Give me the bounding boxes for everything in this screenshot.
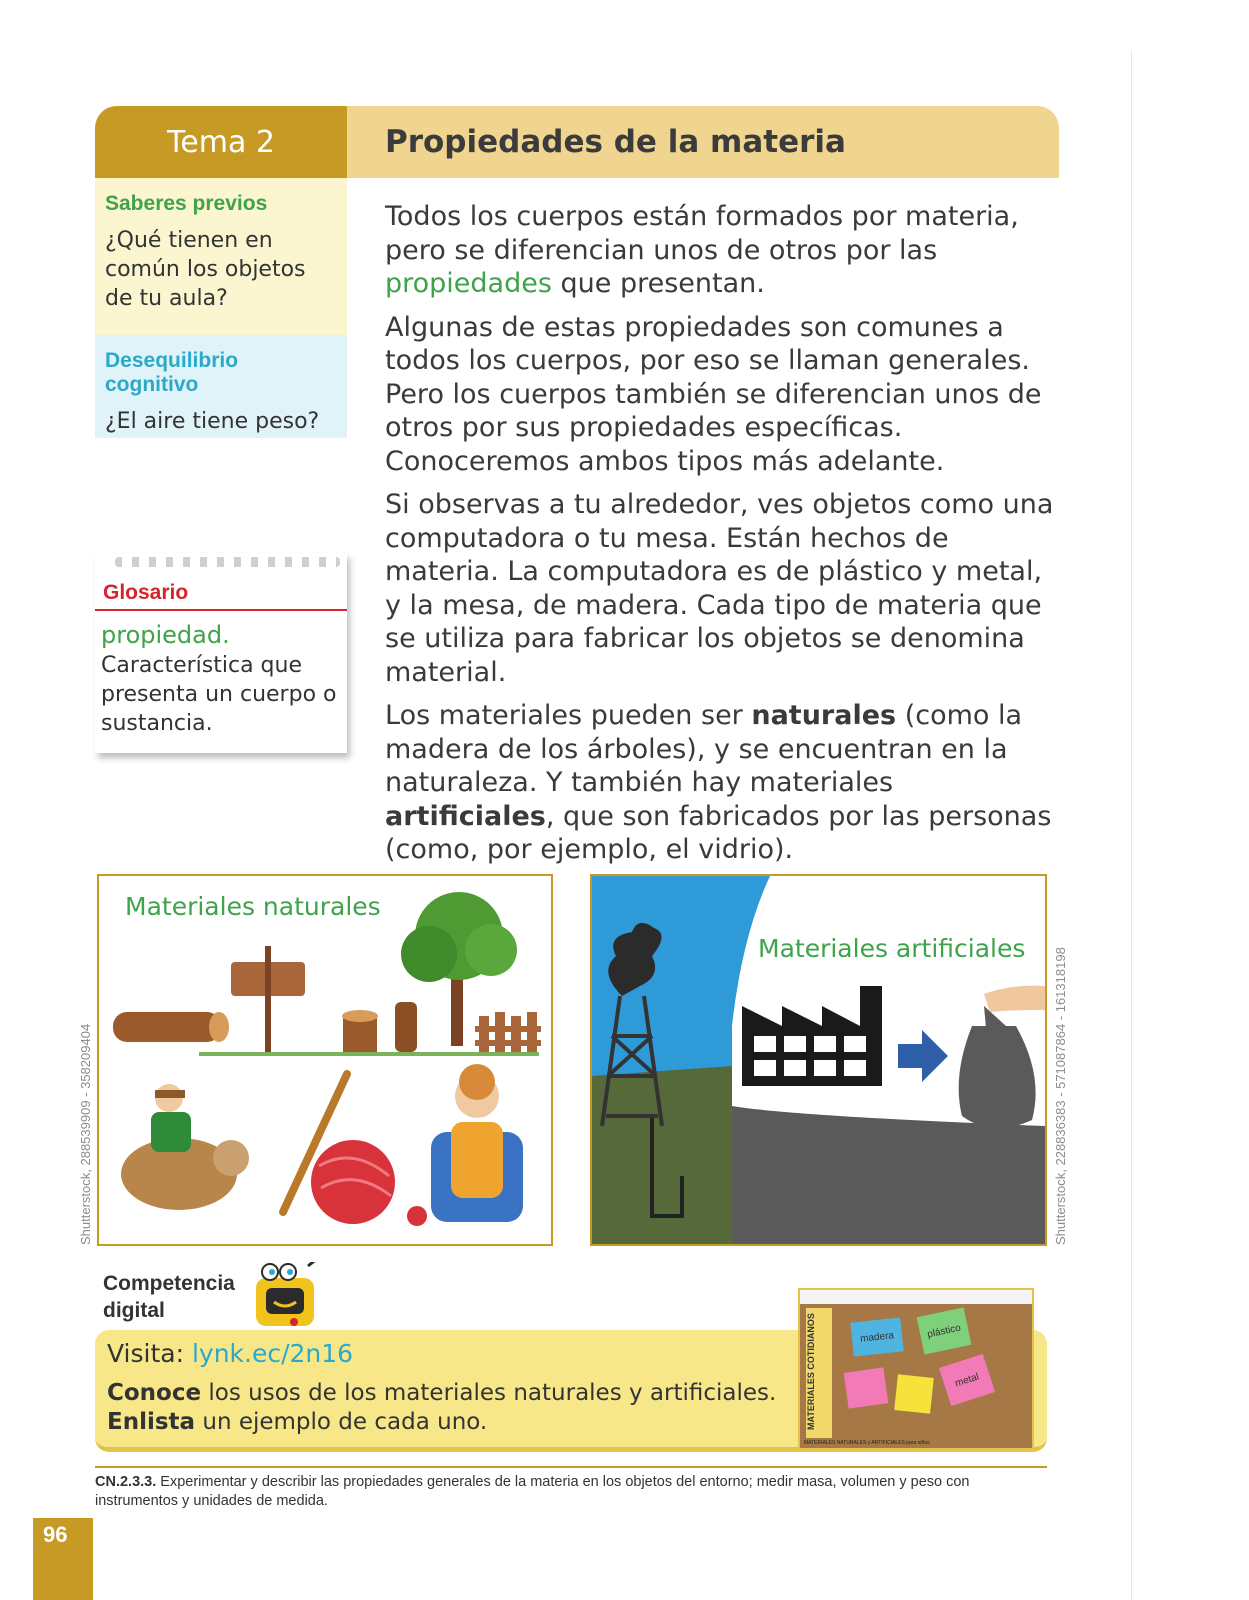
page-edge-line (1131, 50, 1132, 1600)
footnote-text: Experimentar y describir las propiedades generales de la materia en los objetos del entorno; medir masa, volumen y peso con instrumentos y unidades de medida. (95, 1474, 970, 1509)
competencia-title-line2: digital (103, 1299, 165, 1322)
note-plastico: plástico (917, 1307, 972, 1354)
p4-bold-naturales: naturales (751, 700, 897, 731)
notebook-spiral (115, 557, 340, 567)
p1-text-b: que presentan. (551, 268, 765, 299)
desequilibrio-box (95, 335, 347, 438)
credit-left: Shutterstock, 288539909 - 358209404 (78, 1023, 93, 1245)
glosario-title: Glosario (103, 581, 189, 604)
p1-text-a: Todos los cuerpos están formados por materia, pero se diferencian unos de otros por las (385, 201, 1019, 266)
video-thumbnail[interactable] (798, 1288, 1034, 1450)
glosario-divider (95, 609, 347, 611)
robot-mascot-icon (248, 1262, 328, 1332)
thumbnail-footer: MATERIALES NATURALES y ARTIFICIALES para niños (804, 1440, 930, 1446)
yarn-ball-icon (311, 1140, 395, 1224)
materiales-artificiales-illustration (590, 874, 1047, 1246)
paragraph-1 (385, 200, 1055, 301)
paragraph-4 (385, 699, 1055, 867)
p4-text-a: Los materiales pueden ser (385, 700, 752, 731)
p4-text-c: , que son fabricados por las personas (como, por ejemplo, el vidrio). (385, 800, 1052, 865)
saberes-question: ¿Qué tienen en común los objetos de tu aula? (105, 228, 306, 311)
p4-bold-artificiales: artificiales (385, 800, 546, 832)
note-blank-yellow (894, 1374, 934, 1414)
natural-materials-drawing (99, 876, 551, 1244)
naturales-label: Materiales naturales (125, 892, 381, 921)
p4-text-b: (como la madera de los árboles), y se encuentran en la naturaleza. Y también hay materiales (385, 700, 1023, 798)
desequilibrio-question: ¿El aire tiene peso? (105, 409, 320, 434)
p1-highlight: propiedades (385, 268, 552, 299)
visita-link[interactable]: lynk.ec/2n16 (191, 1339, 354, 1368)
instruction-1-text: los usos de los materiales naturales y artificiales. (201, 1380, 777, 1406)
glosario-card (95, 553, 347, 753)
instruction-2-text: un ejemplo de cada uno. (195, 1409, 488, 1435)
log-icon (113, 1012, 221, 1042)
page-number: 96 (33, 1518, 93, 1600)
video-top-bar (800, 1290, 1032, 1304)
curriculum-footnote (95, 1473, 1047, 1511)
thumbnail-side-text: MATERIALES COTIDIANOS (806, 1313, 816, 1430)
footer-divider (95, 1466, 1047, 1468)
tema-label: Tema 2 (95, 106, 347, 178)
instruction-2 (107, 1408, 776, 1437)
glosario-term: propiedad. (101, 621, 230, 649)
instruction-1-verb: Conoce (107, 1380, 202, 1406)
note-madera: madera (850, 1317, 903, 1356)
saberes-title: Saberes previos (105, 192, 268, 215)
materiales-naturales-illustration (97, 874, 553, 1246)
note-metal: metal (939, 1354, 995, 1406)
instruction-1 (107, 1379, 776, 1408)
main-text (385, 200, 1055, 877)
instruction-2-verb: Enlista (107, 1409, 196, 1435)
paragraph-3: Si observas a tu alrededor, ves objetos como una computadora o tu mesa. Están hechos de materia. La computadora es de plástico y metal, y la mesa, de madera. Cada tipo de materia que se utiliza para fabricar los objetos se denomina material. (385, 489, 1054, 688)
footnote-code: CN.2.3.3. (95, 1474, 157, 1490)
desequilibrio-title: Desequilibrio cognitivo (105, 349, 239, 396)
saberes-previos-box (95, 178, 347, 335)
artificiales-label: Materiales artificiales (758, 934, 1026, 963)
wood-post-icon (395, 1002, 417, 1052)
note-blank-pink (844, 1367, 889, 1408)
fence-icon (475, 1012, 541, 1054)
competencia-instructions (107, 1379, 776, 1437)
visita-line (107, 1339, 353, 1368)
credit-right: Shutterstock, 228836383 - 571087864 - 161318198 (1053, 947, 1068, 1245)
competencia-digital-title (103, 1270, 235, 1324)
competencia-title-line1: Competencia (103, 1272, 235, 1295)
glosario-definition: Característica que presenta un cuerpo o sustancia. (101, 653, 337, 736)
visita-label: Visita: (107, 1339, 192, 1368)
page-title: Propiedades de la materia (347, 106, 1059, 178)
paragraph-2: Algunas de estas propiedades son comunes a todos los cuerpos, por eso se llaman generales. Pero los cuerpos también se diferencian unos de otros por sus propiedades específicas. Conoceremos ambos tipos más adelante. (385, 311, 1042, 477)
artificial-materials-drawing (592, 876, 1045, 1244)
